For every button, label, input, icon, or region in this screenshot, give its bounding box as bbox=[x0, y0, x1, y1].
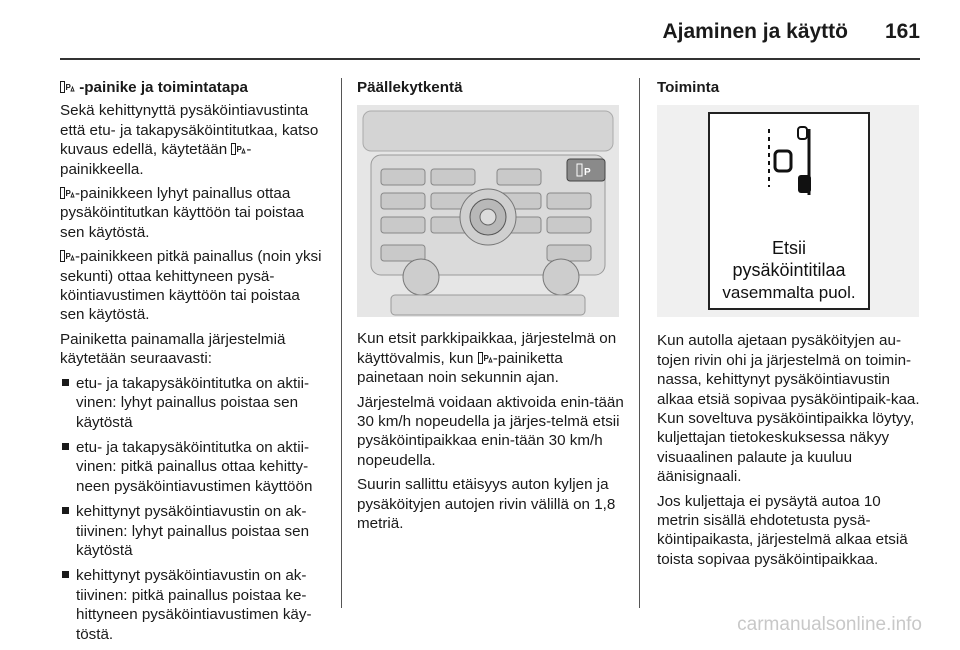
parking-assist-icon bbox=[60, 250, 75, 262]
chapter-title: Ajaminen ja käyttö bbox=[662, 20, 848, 43]
parking-assist-icon bbox=[231, 143, 246, 155]
parking-assist-icon bbox=[60, 81, 75, 93]
display-text-line3: vasemmalta puol. bbox=[722, 283, 856, 303]
paragraph: Järjestelmä voidaan aktivoida enin-tään 30 km/h nopeudella ja järjes-telmä etsii pysäköintipaikkaa enin-tään 30 km/h nopeudella. bbox=[357, 393, 624, 469]
display-text-line2: pysäköintitilaa bbox=[732, 260, 846, 281]
column-divider bbox=[639, 78, 640, 608]
paragraph: Suurin sallittu etäisyys auton kyljen ja pysäköityjen autojen rivin välillä on 1,8 metriä. bbox=[357, 476, 616, 533]
page-number: 161 bbox=[884, 20, 920, 43]
bullet-marker bbox=[62, 443, 69, 450]
paragraph: Kun etsit parkkipaikkaa, järjestelmä on käyttövalmis, kun -painiketta painetaan noin sekunnin ajan. bbox=[357, 330, 617, 387]
center-console-photo bbox=[357, 105, 619, 317]
bullet-marker bbox=[62, 507, 69, 514]
column-divider bbox=[341, 78, 342, 608]
display-text-line1: Etsii bbox=[771, 238, 807, 259]
paragraph: -painikkeen pitkä painallus (noin yksi sekunti) ottaa kehittyneen pysä-köintiavustimen käyttöön tai poistaa sen käytöstä. bbox=[60, 248, 322, 324]
driver-info-display bbox=[657, 105, 919, 317]
column-2 bbox=[357, 78, 625, 538]
svg-text:P: P bbox=[584, 167, 591, 179]
watermark: carmanualsonline.info bbox=[737, 614, 922, 635]
list-item: kehittynyt pysäköintiavustin on ak-tiivinen: lyhyt painallus poistaa sen käytöstä bbox=[60, 502, 326, 560]
list-item: etu- ja takapysäköintitutka on aktii-vinen: lyhyt painallus poistaa sen käytöstä bbox=[60, 374, 326, 432]
column-3 bbox=[657, 78, 925, 574]
section-heading-activation: Päällekytkentä bbox=[357, 79, 463, 96]
paragraph: Painiketta painamalla järjestelmiä käytetään seuraavasti: bbox=[60, 330, 286, 368]
paragraph: -painikkeen lyhyt painallus ottaa pysäköintitutkan käyttöön tai poistaa sen käytöstä. bbox=[60, 185, 304, 241]
list-item: kehittynyt pysäköintiavustin on ak-tiivinen: pitkä painallus poistaa ke-hittyneen pysäköintiavustimen käy-töstä. bbox=[60, 566, 326, 644]
parking-assist-icon bbox=[478, 352, 493, 364]
column-1 bbox=[60, 78, 326, 650]
header-divider bbox=[60, 58, 920, 60]
page-header bbox=[60, 16, 920, 60]
section-heading-operation: Toiminta bbox=[657, 79, 720, 96]
paragraph: Jos kuljettaja ei pysäytä autoa 10 metrin sisällä ehdotetusta pysä-köintipaikasta, järjestelmä alkaa etsiä toista sopivaa pysäköintipaikkaa. bbox=[657, 492, 908, 568]
bullet-list bbox=[60, 374, 326, 644]
list-item: etu- ja takapysäköintitutka on aktii-vinen: pitkä painallus ottaa kehitty-neen pysäköintiavustimen käyttöön bbox=[60, 438, 326, 496]
paragraph: Sekä kehittynyttä pysäköintiavustinta että etu- ja takapysäköintitutkaa, katso kuvaus edellä, käytetään -painikkeella. bbox=[60, 102, 319, 178]
section-heading-button-mode: -painike ja toimintatapa bbox=[60, 78, 326, 97]
bullet-marker bbox=[62, 571, 69, 578]
paragraph: Kun autolla ajetaan pysäköityjen au-tojen rivin ohi ja järjestelmä on toimin-nassa, kehittynyt pysäköintiavustin alkaa etsiä sopivaa pysäköintipaik-kaa. Kun soveltuva pysäköintipaikka löytyy, kuljettajan tietokeskuksessa näkyy visuaalinen palaute ja kuuluu äänisignaali. bbox=[657, 332, 920, 486]
bullet-marker bbox=[62, 379, 69, 386]
parking-assist-icon bbox=[60, 187, 75, 199]
